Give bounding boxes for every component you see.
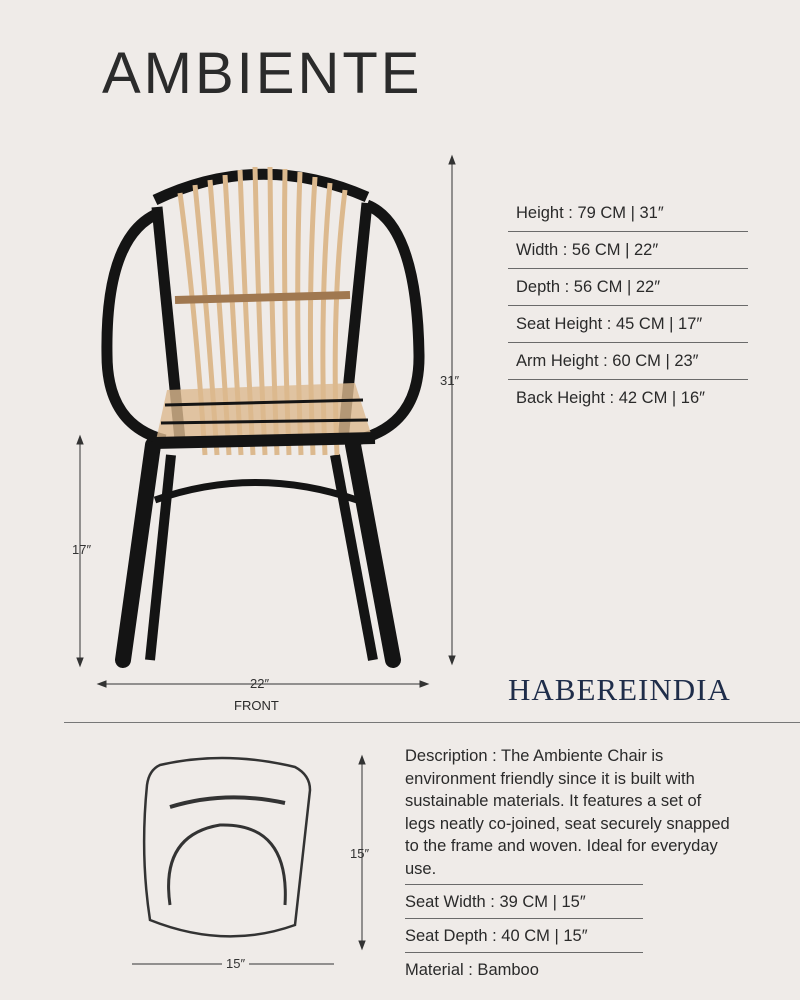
- spec-back-height: Back Height : 42 CM | 16″: [516, 389, 705, 407]
- top-width-dimension-label: 15″: [222, 956, 249, 971]
- chair-top-view-image: [125, 755, 325, 945]
- product-title: AMBIENTE: [102, 41, 423, 106]
- height-dimension-label: 31″: [440, 373, 460, 388]
- front-view-label: FRONT: [234, 698, 279, 713]
- brand-logo: HABEREINDIA: [508, 672, 731, 707]
- spec-seat-width: Seat Width : 39 CM | 15″: [405, 884, 643, 918]
- spec-material: Material : Bamboo: [405, 952, 643, 986]
- spec-seat-height: Seat Height : 45 CM | 17″: [508, 306, 748, 343]
- top-depth-dimension-label: 15″: [350, 846, 370, 861]
- spec-seat-depth: Seat Depth : 40 CM | 15″: [405, 918, 643, 952]
- seat-height-dimension-label: 17″: [72, 542, 92, 557]
- spec-height: Height : 79 CM | 31″: [508, 195, 748, 232]
- section-divider: [64, 722, 800, 723]
- product-description: Description : The Ambiente Chair is environment friendly since it is built with sustainable materials. It features a set of legs neatly co-joined, seat securely snapped to the frame and woven. Ideal for everyday use.: [405, 747, 730, 878]
- spec-width: Width : 56 CM | 22″: [508, 232, 748, 269]
- spec-depth: Depth : 56 CM | 22″: [508, 269, 748, 306]
- spec-arm-height: Arm Height : 60 CM | 23″: [508, 343, 748, 380]
- width-dimension-label: 22″: [250, 676, 270, 691]
